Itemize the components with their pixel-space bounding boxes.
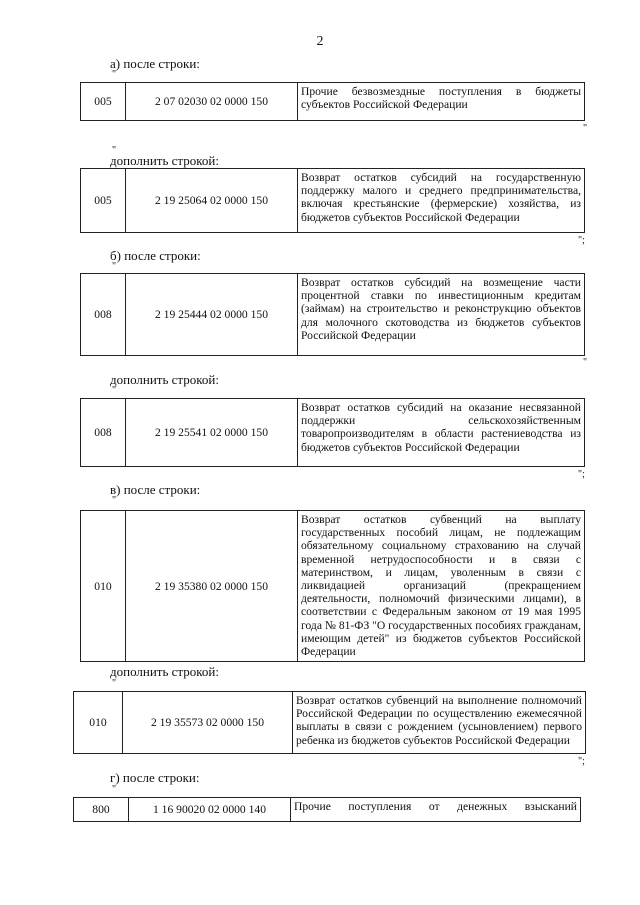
open-quote: " <box>112 678 117 689</box>
open-quote: " <box>112 261 117 272</box>
budget-code-cell: 2 07 02030 02 0000 150 <box>126 83 298 121</box>
budget-table <box>73 797 581 822</box>
budget-code-cell: 2 19 25444 02 0000 150 <box>126 274 298 356</box>
budget-table <box>80 82 585 121</box>
section-label: дополнить строкой: <box>110 153 219 168</box>
table-row <box>74 798 581 822</box>
page-number: 2 <box>316 34 324 49</box>
income-name-cell: Возврат остатков субсидий на возмещение части процентной ставки по инвестиционным кредитам (займам) на строительство и реконструкцию объектов для молочного скотоводства из бюджетов субъектов Российской Федерации <box>298 274 585 356</box>
open-quote: " <box>112 69 117 80</box>
section-label: дополнить строкой: <box>110 372 219 387</box>
table-row <box>81 169 585 233</box>
admin-code-cell: 008 <box>81 274 126 356</box>
section-label: а) после строки: <box>110 56 200 71</box>
income-name-cell: Прочие поступления от денежных взысканий <box>291 798 581 822</box>
budget-table <box>80 168 585 233</box>
admin-code-cell: 010 <box>74 692 123 754</box>
admin-code-cell: 005 <box>81 83 126 121</box>
open-quote: " <box>112 495 117 506</box>
close-quote: " <box>583 357 588 368</box>
section-label: в) после строки: <box>110 482 201 497</box>
budget-code-cell: 2 19 25064 02 0000 150 <box>126 169 298 233</box>
admin-code-cell: 800 <box>74 798 129 822</box>
close-quote: "; <box>578 235 585 246</box>
budget-code-cell: 2 19 25541 02 0000 150 <box>126 399 298 467</box>
table-row <box>74 692 586 754</box>
close-quote: " <box>112 145 117 156</box>
budget-table <box>80 398 585 467</box>
close-quote: "; <box>578 756 585 767</box>
open-quote: " <box>112 784 117 795</box>
section-label: б) после строки: <box>110 248 201 263</box>
table-row <box>81 274 585 356</box>
budget-code-cell: 2 19 35380 02 0000 150 <box>126 511 298 662</box>
income-name-cell: Возврат остатков субвенций на выплату государственных пособий лицам, не подлежащим обязательному социальному страхованию на случай временной нетрудоспособности и в связи с материнством, и лицам, уволенным в связи с ликвидацией организаций (прекращением деятельности, полномочий физическими лицами), в соответствии с Федеральным законом от 19 мая 1995 года № 81-ФЗ "О государственных пособиях гражданам, имеющим детей" из бюджетов субъектов Российской Федерации <box>298 511 585 662</box>
open-quote: " <box>112 385 117 396</box>
close-quote: "; <box>578 469 585 480</box>
table-row <box>81 399 585 467</box>
budget-table <box>73 691 586 754</box>
table-row <box>81 83 585 121</box>
budget-code-cell: 1 16 90020 02 0000 140 <box>129 798 291 822</box>
table-row <box>81 511 585 662</box>
budget-table <box>80 273 585 356</box>
budget-table <box>80 510 585 662</box>
budget-code-cell: 2 19 35573 02 0000 150 <box>123 692 293 754</box>
income-name-cell: Прочие безвозмездные поступления в бюджеты субъектов Российской Федерации <box>298 83 585 121</box>
section-label: дополнить строкой: <box>110 664 219 679</box>
income-name-cell: Возврат остатков субсидий на оказание несвязанной поддержки сельскохозяйственным товаропроизводителям в области растениеводства из бюджетов субъектов Российской Федерации <box>298 399 585 467</box>
income-name-cell: Возврат остатков субсидий на государственную поддержку малого и среднего предпринимательства, включая крестьянские (фермерские) хозяйства, из бюджетов субъектов Российской Федерации <box>298 169 585 233</box>
admin-code-cell: 005 <box>81 169 126 233</box>
admin-code-cell: 010 <box>81 511 126 662</box>
close-quote: " <box>583 123 588 134</box>
admin-code-cell: 008 <box>81 399 126 467</box>
section-label: г) после строки: <box>110 770 200 785</box>
income-name-cell: Возврат остатков субвенций на выполнение полномочий Российской Федерации по осуществлению ежемесячной выплаты в связи с рождением (усыновлением) первого ребенка из бюджетов субъектов Российской Федерации <box>293 692 586 754</box>
